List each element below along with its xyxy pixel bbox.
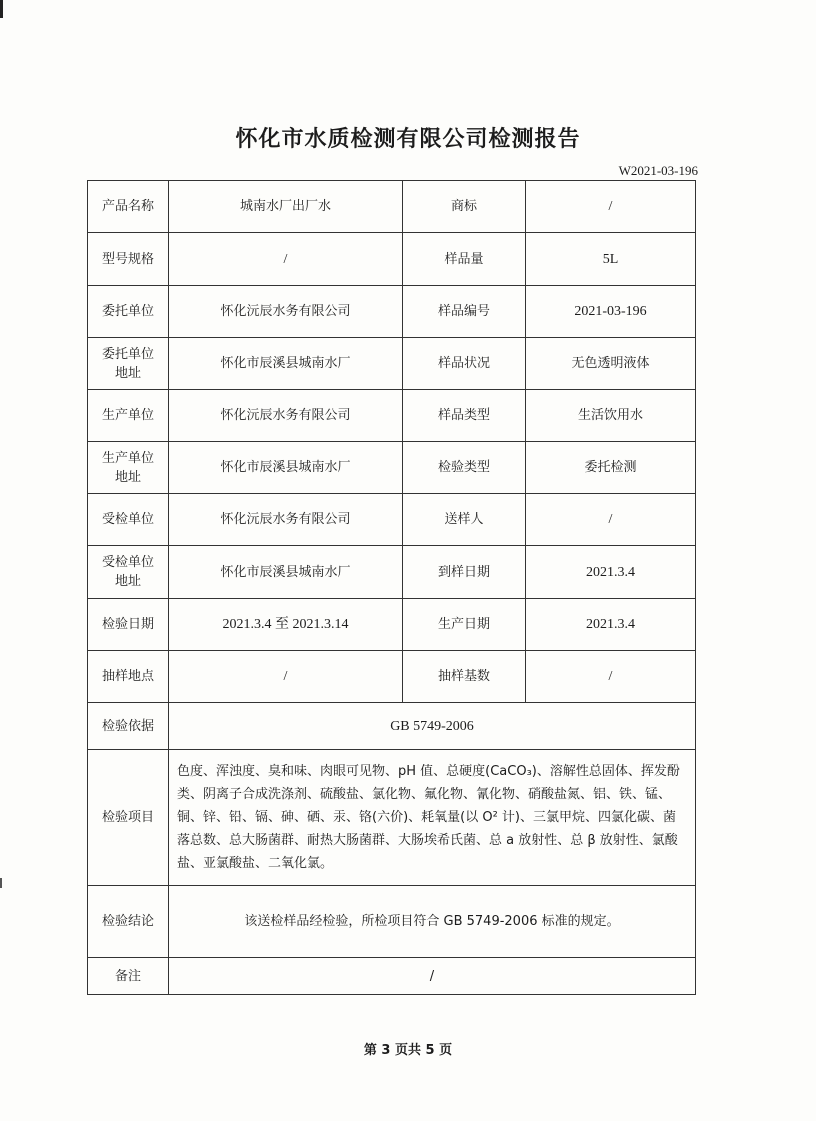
field-value: 2021.3.4 至 2021.3.14 (169, 599, 403, 651)
label-line: 生产单位 (101, 450, 154, 466)
field-value: 怀化市辰溪县城南水厂 (169, 338, 403, 390)
field-label: 委托单位 (88, 286, 169, 338)
field-label: 检验结论 (88, 886, 169, 958)
inspection-basis-value: GB 5749-2006 (169, 703, 696, 750)
field-value: 怀化沅辰水务有限公司 (169, 286, 403, 338)
report-table (87, 180, 696, 995)
field-value: 5L (526, 233, 696, 286)
field-label: 样品状况 (403, 338, 526, 390)
report-title: 怀化市水质检测有限公司检测报告 (235, 127, 581, 152)
table-row (88, 233, 696, 286)
field-value: 无色透明液体 (526, 338, 696, 390)
field-label: 检验类型 (403, 442, 526, 494)
field-value: 怀化沅辰水务有限公司 (169, 390, 403, 442)
field-label: 样品类型 (403, 390, 526, 442)
label-line: 委托单位 (101, 346, 154, 362)
scan-corner-mark (0, 0, 3, 18)
field-label: 受检单位 (88, 494, 169, 546)
table-row (88, 886, 696, 958)
table-row (88, 494, 696, 546)
table-row (88, 181, 696, 233)
remark-value: / (169, 958, 696, 995)
table-row (88, 546, 696, 599)
table-row (88, 958, 696, 995)
field-label: 样品量 (403, 233, 526, 286)
field-label (88, 442, 169, 494)
field-value: 城南水厂出厂水 (169, 181, 403, 233)
field-value: 2021.3.4 (526, 546, 696, 599)
field-label: 生产日期 (403, 599, 526, 651)
inspection-conclusion-value: 该送检样品经检验，所检项目符合 GB 5749-2006 标准的规定。 (169, 886, 696, 958)
field-label: 检验项目 (88, 750, 169, 886)
field-value: 委托检测 (526, 442, 696, 494)
field-value: / (169, 651, 403, 703)
field-label: 抽样地点 (88, 651, 169, 703)
field-value: / (526, 494, 696, 546)
field-label: 检验依据 (88, 703, 169, 750)
inspection-items-text: 色度、浑浊度、臭和味、肉眼可见物、pH 值、总硬度(CaCO₃)、溶解性总固体、挥发酚类、阴离子合成洗涤剂、硫酸盐、氯化物、氟化物、氰化物、硝酸盐氮、铝、铁、锰、铜、锌、铅、镉、砷、硒、汞、铬(六价)、耗氧量(以 O² 计)、三氯甲烷、四氯化碳、菌落总数、总大肠菌群、耐热大肠菌群、大肠埃希氏菌、总 a 放射性、总 β 放射性、氯酸盐、亚氯酸盐、二氧化氯。 (169, 750, 696, 886)
field-label: 抽样基数 (403, 651, 526, 703)
field-value: 2021-03-196 (526, 286, 696, 338)
field-label (88, 338, 169, 390)
field-value: 怀化市辰溪县城南水厂 (169, 546, 403, 599)
field-value: / (526, 181, 696, 233)
table-row (88, 750, 696, 886)
scan-edge-mark (0, 878, 2, 888)
field-label: 检验日期 (88, 599, 169, 651)
table-row (88, 390, 696, 442)
report-number: W2021-03-196 (618, 163, 698, 178)
table-row (88, 338, 696, 390)
field-value: 2021.3.4 (526, 599, 696, 651)
field-label (88, 546, 169, 599)
label-line: 地址 (114, 365, 141, 381)
field-label: 商标 (403, 181, 526, 233)
table-row (88, 286, 696, 338)
label-line: 地址 (114, 469, 141, 485)
label-line: 受检单位 (101, 555, 154, 570)
field-value: / (169, 233, 403, 286)
label-line: 地址 (114, 574, 141, 589)
field-value: 怀化市辰溪县城南水厂 (169, 442, 403, 494)
field-label: 生产单位 (88, 390, 169, 442)
field-label: 到样日期 (403, 546, 526, 599)
field-label: 送样人 (403, 494, 526, 546)
table-row (88, 599, 696, 651)
field-value: / (526, 651, 696, 703)
field-label: 型号规格 (88, 233, 169, 286)
table-row (88, 651, 696, 703)
field-label: 样品编号 (403, 286, 526, 338)
table-row (88, 442, 696, 494)
field-value: 生活饮用水 (526, 390, 696, 442)
field-value: 怀化沅辰水务有限公司 (169, 494, 403, 546)
table-row (88, 703, 696, 750)
page-number: 第 3 页共 5 页 (363, 1043, 453, 1058)
field-label: 备注 (88, 958, 169, 995)
field-label: 产品名称 (88, 181, 169, 233)
